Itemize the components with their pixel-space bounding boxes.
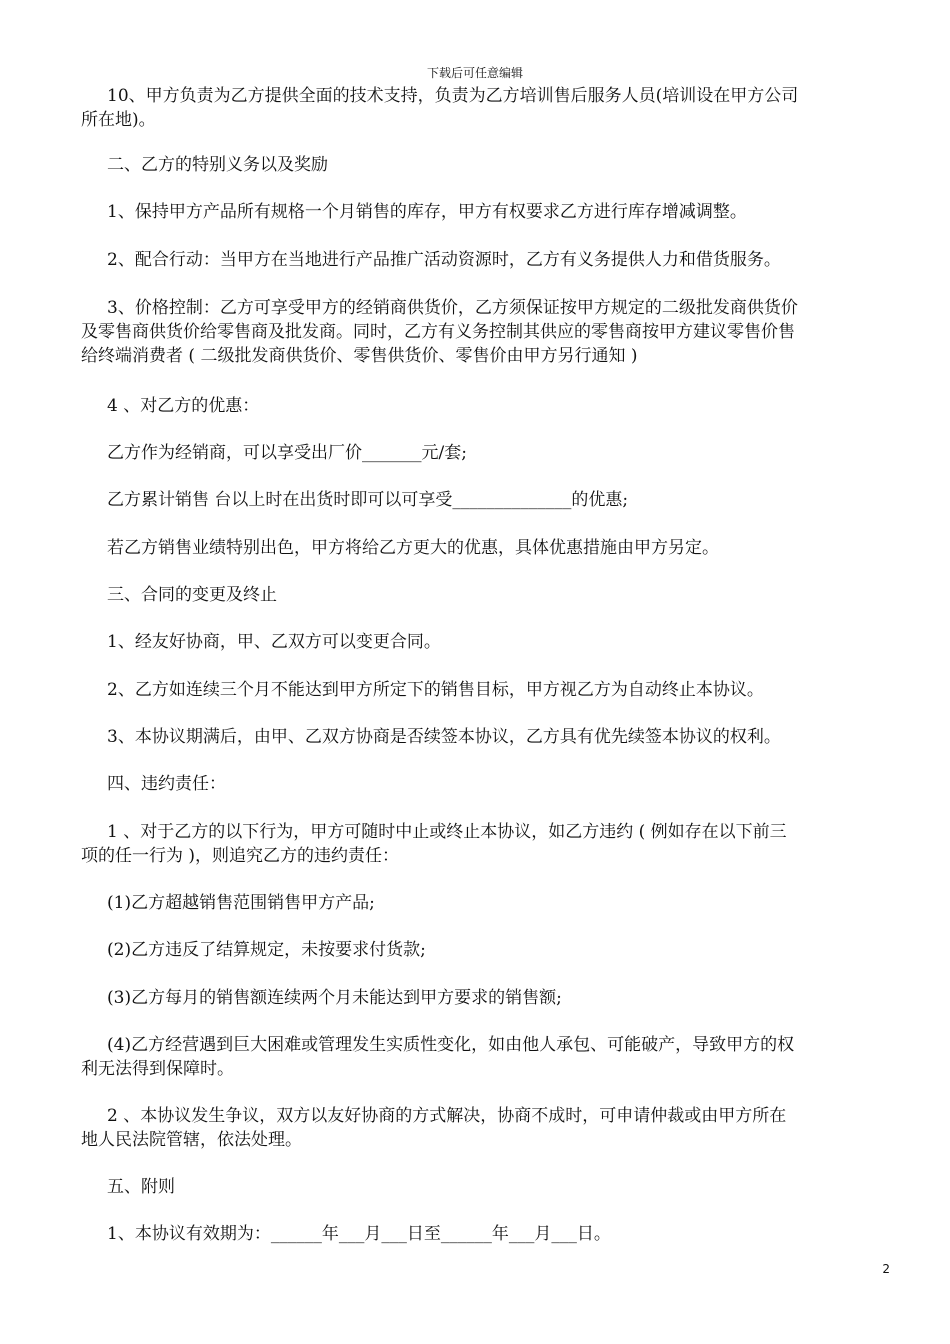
paragraph-line: 2、配合行动：当甲方在当地进行产品推广活动资源时，乙方有义务提供人力和借货服务。 (107, 250, 781, 270)
paragraph-cumulative-sales (107, 488, 887, 512)
paragraph-line: 给终端消费者 ( 二级批发商供货价、零售供货价、零售价由甲方另行通知 ) (81, 346, 638, 366)
paragraph-factory-price (107, 441, 887, 465)
paragraph-line: 1、经友好协商，甲、乙双方可以变更合同。 (107, 632, 441, 652)
paragraph-line: (4)乙方经营遇到巨大困难或管理发生实质性变化，如由他人承包、可能破产，导致甲方的权 (107, 1035, 795, 1055)
paragraph-line: 3、本协议期满后，由甲、乙双方协商是否续签本协议，乙方具有优先续签本协议的权利。 (107, 727, 781, 747)
paragraph-breach-item-4 (81, 1033, 887, 1081)
paragraph-breach-item-1 (107, 891, 887, 915)
paragraph-dispute (81, 1104, 887, 1152)
paragraph-line: 乙方累计销售 台以上时在出货时即可以可享受______________的优惠; (107, 490, 629, 510)
paragraph-tech-support (81, 84, 887, 132)
paragraph-breach-item-2 (107, 938, 887, 962)
paragraph-line: 及零售商供货价给零售商及批发商。同时，乙方有义务控制其供应的零售商按甲方建议零售价售 (81, 322, 795, 342)
paragraph-line: 乙方作为经销商，可以享受出厂价_______元/套; (107, 443, 467, 463)
paragraph-inventory (107, 200, 887, 224)
paragraph-auto-termination (107, 678, 887, 702)
header-note: 下载后可任意编辑 (426, 66, 523, 80)
page-number: 2 (882, 1262, 890, 1276)
paragraph-line: 1、本协议有效期为：______年___月___日至______年___月___日。 (107, 1224, 611, 1244)
paragraph-cooperation (107, 248, 887, 272)
paragraph-line: 4 、对乙方的优惠： (107, 396, 260, 416)
paragraph-line: (1)乙方超越销售范围销售甲方产品; (107, 893, 375, 913)
paragraph-validity-period (107, 1222, 887, 1246)
paragraph-line: 2 、本协议发生争议，双方以友好协商的方式解决，协商不成时，可申请仲裁或由甲方所在 (107, 1106, 787, 1126)
paragraph-line: 所在地)。 (81, 110, 156, 130)
paragraph-change-contract (107, 630, 887, 654)
paragraph-renewal (107, 725, 887, 749)
section-heading-2 (107, 153, 887, 177)
section-heading: 四、违约责任： (107, 774, 226, 794)
paragraph-line: 10、甲方负责为乙方提供全面的技术支持，负责为乙方培训售后服务人员(培训设在甲方公司 (107, 86, 799, 106)
paragraph-line: 1 、对于乙方的以下行为，甲方可随时中止或终止本协议，如乙方违约 ( 例如存在以下前三 (107, 822, 787, 842)
paragraph-line: 项的任一行为 )，则追究乙方的违约责任： (81, 846, 400, 866)
section-heading-4 (107, 772, 887, 796)
section-heading-5 (107, 1175, 887, 1199)
paragraph-line: 1、保持甲方产品所有规格一个月销售的库存，甲方有权要求乙方进行库存增减调整。 (107, 202, 747, 222)
paragraph-price-control (81, 296, 887, 368)
paragraph-line: 地人民法院管辖，依法处理。 (81, 1130, 302, 1150)
paragraph-line: (2)乙方违反了结算规定，未按要求付货款; (107, 940, 426, 960)
section-heading: 二、乙方的特别义务以及奖励 (107, 155, 328, 175)
paragraph-extra-discount (107, 536, 887, 560)
section-heading: 三、合同的变更及终止 (107, 585, 277, 605)
section-heading: 五、附则 (107, 1177, 175, 1197)
paragraph-line: 利无法得到保障时。 (81, 1059, 234, 1079)
paragraph-breach-intro (81, 820, 887, 868)
paragraph-line: 2、乙方如连续三个月不能达到甲方所定下的销售目标，甲方视乙方为自动终止本协议。 (107, 680, 764, 700)
paragraph-line: (3)乙方每月的销售额连续两个月未能达到甲方要求的销售额; (107, 988, 562, 1008)
paragraph-discount-heading (107, 394, 887, 418)
section-heading-3 (107, 583, 887, 607)
paragraph-line: 若乙方销售业绩特别出色，甲方将给乙方更大的优惠，具体优惠措施由甲方另定。 (107, 538, 719, 558)
paragraph-line: 3、价格控制：乙方可享受甲方的经销商供货价，乙方须保证按甲方规定的二级批发商供货价 (107, 298, 798, 318)
paragraph-breach-item-3 (107, 986, 887, 1010)
